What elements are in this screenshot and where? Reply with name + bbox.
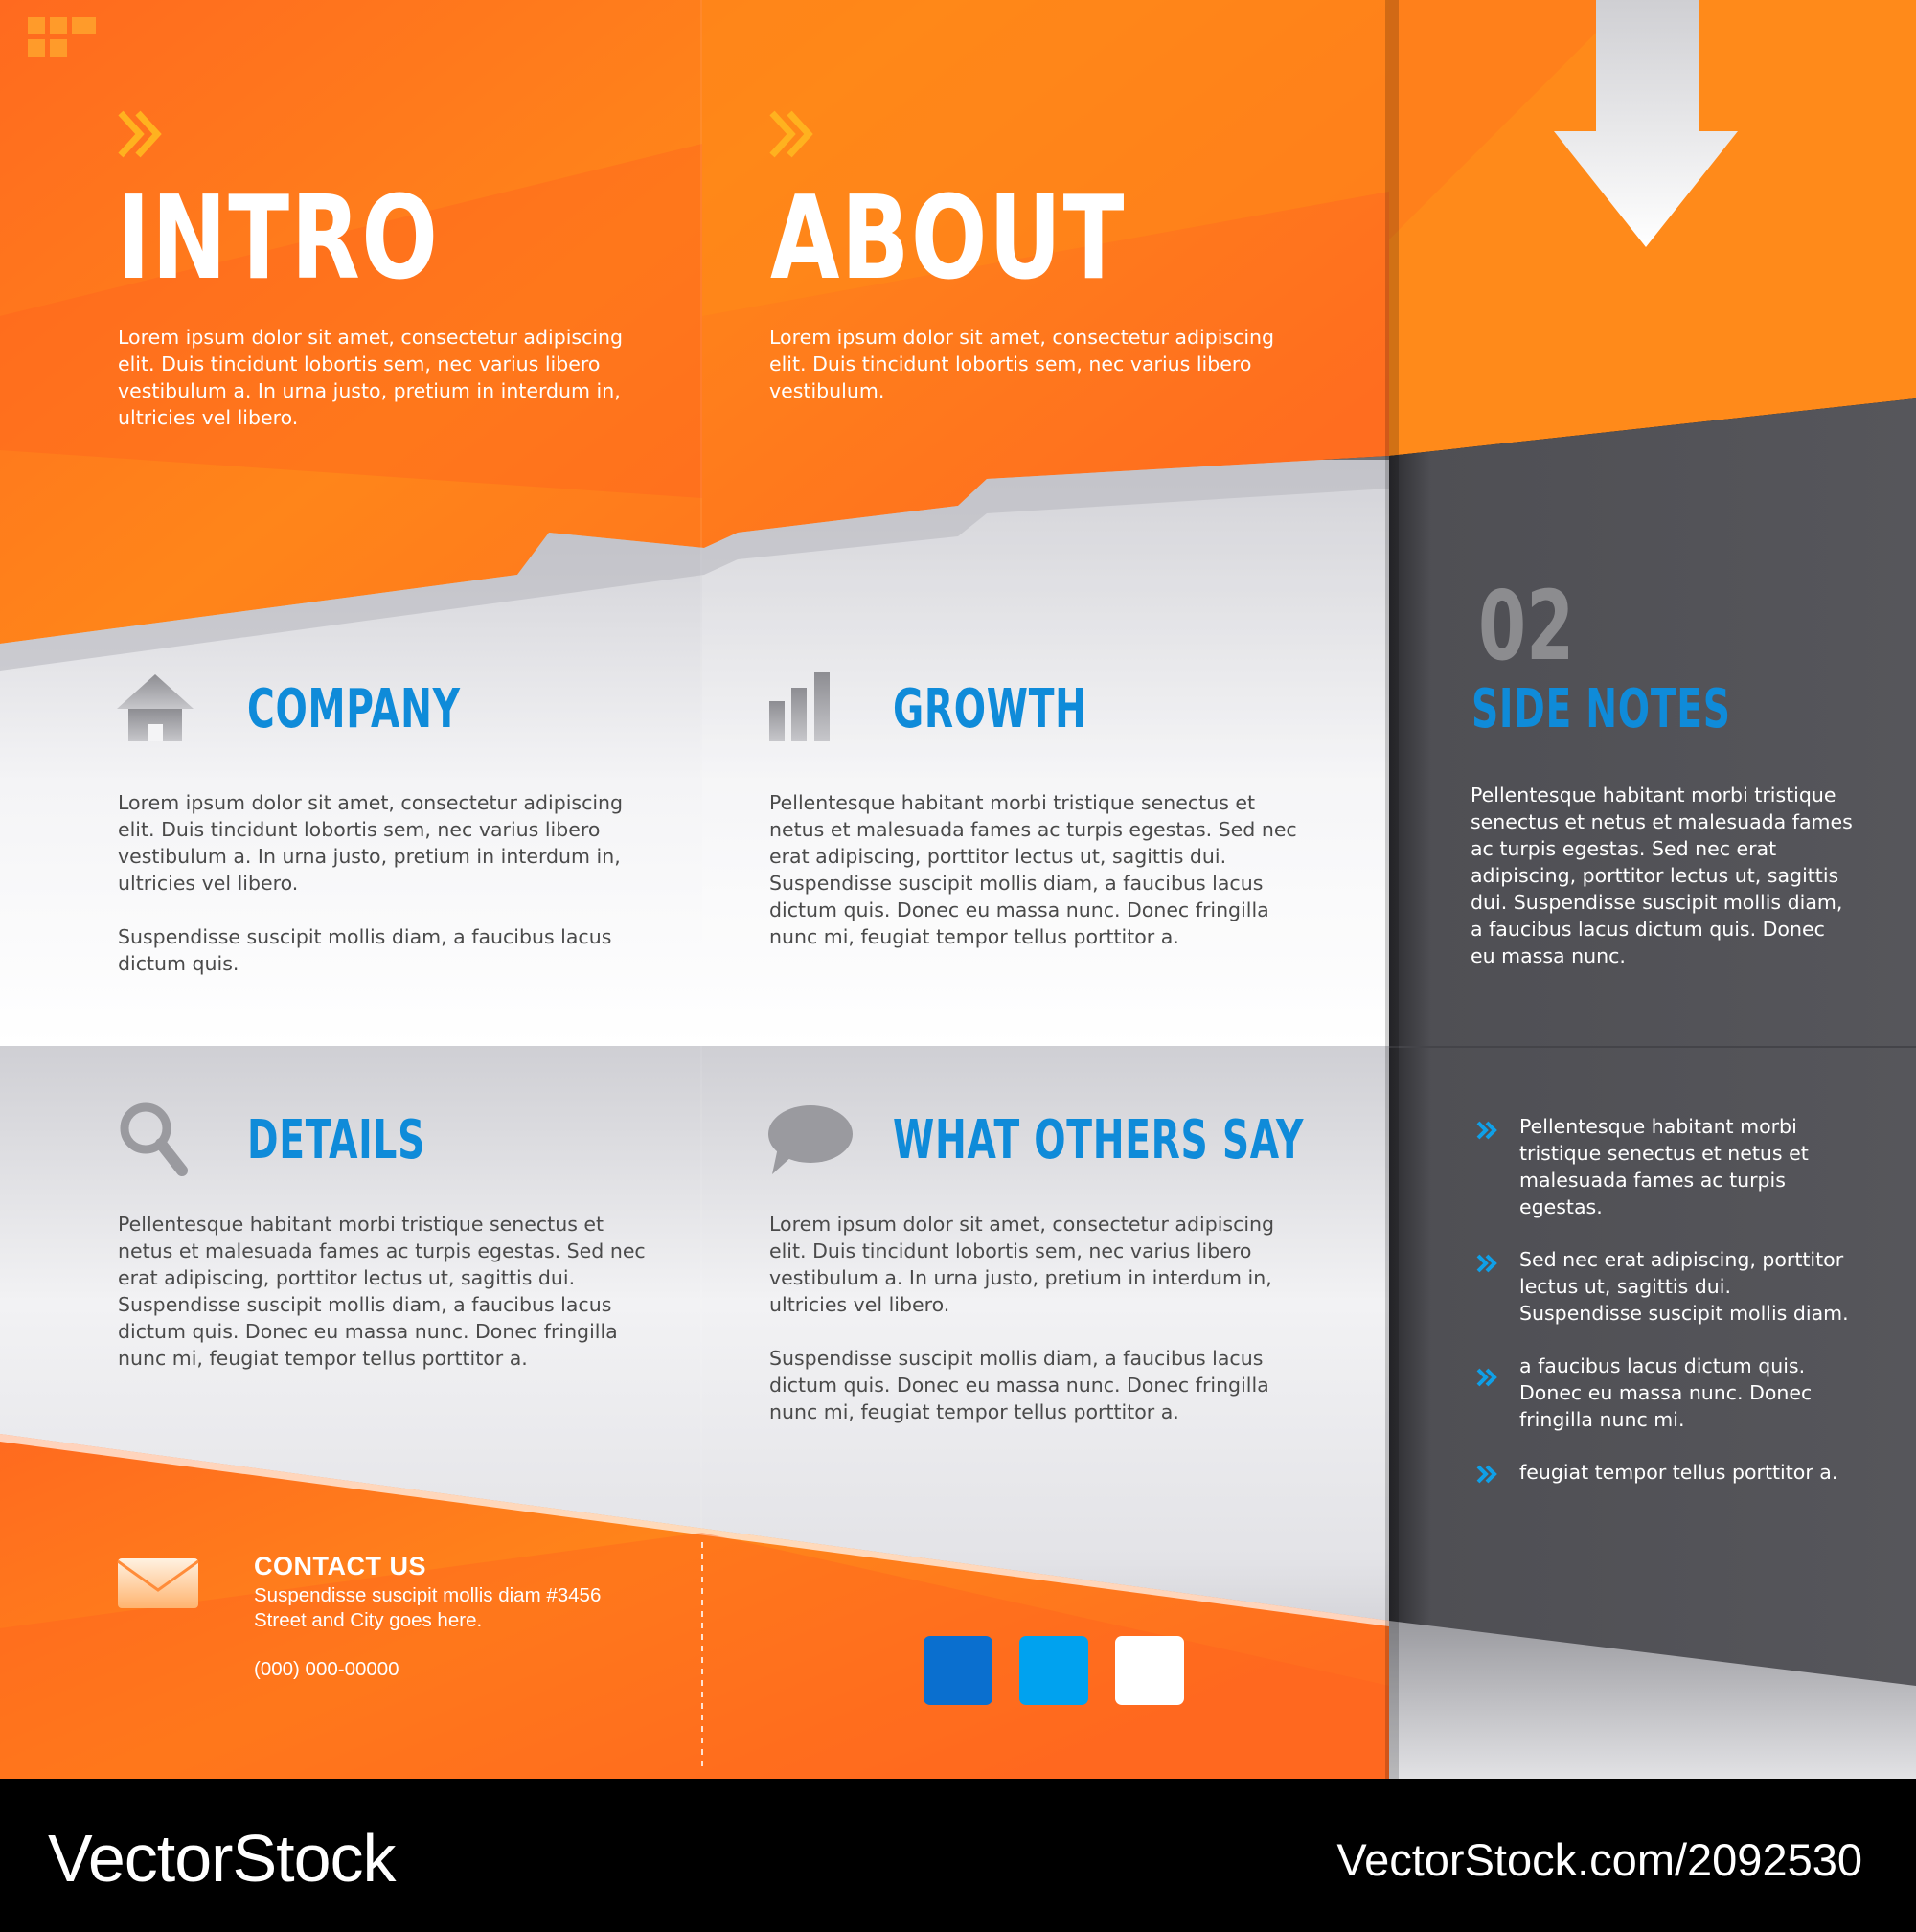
details-body: Pellentesque habitant morbi tristique senectus et netus et malesuada fames ac turpis egestas. Sed nec erat adipiscing, porttitor lectus ut, sagittis dui. Suspendisse suscipit mollis diam, a faucibus lacus dictum quis. Donec eu massa nunc. Donec fringilla nunc mi, feugiat tempor tellus porttitor a. bbox=[118, 1213, 646, 1370]
home-icon bbox=[117, 674, 194, 741]
contact-title: CONTACT US bbox=[254, 1552, 426, 1580]
side-bullet-text: feugiat tempor tellus porttitor a. bbox=[1519, 1461, 1838, 1484]
company-title: COMPANY bbox=[247, 678, 461, 740]
color-square-light-blue[interactable] bbox=[1019, 1636, 1088, 1705]
about-title: ABOUT bbox=[770, 172, 1127, 306]
intro-title: INTRO bbox=[117, 172, 440, 306]
speech-bubble-icon bbox=[768, 1103, 855, 1176]
envelope-icon bbox=[118, 1558, 198, 1608]
watermark-url: VectorStock.com/2092530 bbox=[1336, 1834, 1862, 1885]
about-body: Lorem ipsum dolor sit amet, consectetur adipiscing elit. Duis tincidunt lobortis sem, nec varius libero vestibulum. bbox=[769, 326, 1275, 402]
contact-phone: (000) 000-00000 bbox=[254, 1658, 399, 1680]
watermark-brand: VectorStock bbox=[48, 1821, 396, 1896]
color-square-dark-blue[interactable] bbox=[924, 1636, 992, 1705]
side-title: SIDE NOTES bbox=[1471, 678, 1731, 740]
intro-body: Lorem ipsum dolor sit amet, consectetur adipiscing elit. Duis tincidunt lobortis sem, nec varius libero vestibulum a. In urna justo, pretium in interdum in, ultricies vel libero. bbox=[118, 326, 624, 429]
contact-address-1: Suspendisse suscipit mollis diam #3456 bbox=[254, 1584, 602, 1606]
side-bullet-text: a faucibus lacus dictum quis. Donec eu massa nunc. Donec fringilla nunc mi. bbox=[1519, 1354, 1813, 1431]
search-icon bbox=[117, 1100, 188, 1176]
others-title: WHAT OTHERS SAY bbox=[893, 1109, 1305, 1171]
others-body: Lorem ipsum dolor sit amet, consectetur adipiscing elit. Duis tincidunt lobortis sem, nec varius libero vestibulum a. In urna justo, pretium in interdum in, ultricies vel libero. Suspendisse suscipit mollis diam, a faucibus lacus dictum quis. Donec eu massa nunc. Donec fringilla nunc mi, feugiat tempor tellus porttitor a. bbox=[769, 1213, 1275, 1423]
logo-grid-icon bbox=[28, 17, 97, 57]
side-bullet-text: Sed nec erat adipiscing, porttitor lectus ut, sagittis dui. Suspendisse suscipit mollis diam. bbox=[1519, 1248, 1849, 1325]
chevron-about-icon bbox=[770, 111, 812, 159]
color-square-white[interactable] bbox=[1115, 1636, 1184, 1705]
arrow-down-icon bbox=[1554, 0, 1738, 247]
contact-address-2: Street and City goes here. bbox=[254, 1609, 483, 1631]
side-number: 02 bbox=[1478, 570, 1575, 682]
chevron-intro-icon bbox=[119, 111, 161, 159]
growth-body: Pellentesque habitant morbi tristique senectus et netus et malesuada fames ac turpis egestas. Sed nec erat adipiscing, porttitor lectus ut, sagittis dui. Suspendisse suscipit mollis diam, a faucibus lacus dictum quis. Donec eu massa nunc. Donec fringilla nunc mi, feugiat tempor tellus porttitor a. bbox=[769, 791, 1297, 948]
side-body: Pellentesque habitant morbi tristique senectus et netus et malesuada fames ac turpis egestas. Sed nec erat adipiscing, porttitor lectus ut, sagittis dui. Suspendisse suscipit mollis diam, a faucibus lacus dictum quis. Donec eu massa nunc. bbox=[1471, 784, 1853, 967]
side-bullet-text: Pellentesque habitant morbi tristique senectus et netus et malesuada fames ac turpis egestas. bbox=[1519, 1115, 1809, 1218]
details-title: DETAILS bbox=[247, 1109, 426, 1171]
company-body: Lorem ipsum dolor sit amet, consectetur adipiscing elit. Duis tincidunt lobortis sem, nec varius libero vestibulum a. In urna justo, pretium in interdum in, ultricies vel libero. Suspendisse suscipit mollis diam, a faucibus lacus dictum quis. bbox=[118, 791, 624, 975]
growth-title: GROWTH bbox=[893, 678, 1087, 740]
bar-chart-icon bbox=[769, 672, 831, 741]
